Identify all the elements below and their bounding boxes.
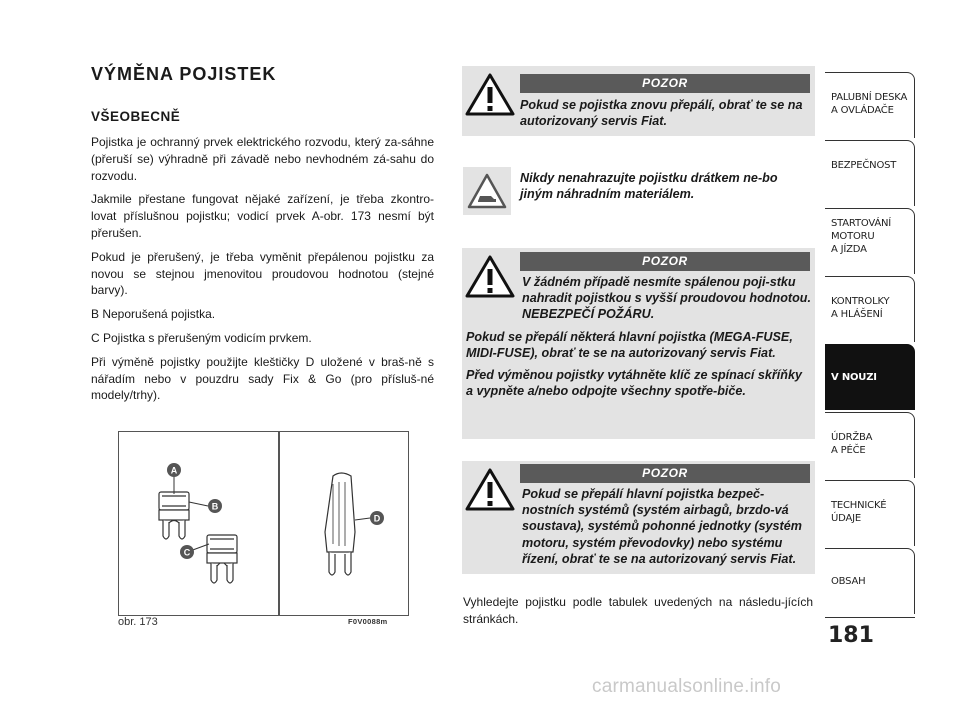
svg-text:C: C (183, 547, 191, 558)
tab-kontrolky[interactable] (825, 276, 915, 342)
tab-palubni-deska[interactable] (825, 72, 915, 138)
legend-item-c: C Pojistka s přerušeným vodicím prvkem. (91, 330, 312, 345)
warning-text: Pokud se pojistka znovu přepálí, obrať te se na autorizovaný servis Fiat. (520, 98, 803, 129)
label-b (208, 499, 222, 513)
tab-label: BEZPEČNOST (831, 160, 897, 171)
tab-label: KONTROLKY A HLÁŠENÍ (831, 296, 890, 320)
car-crash-triangle-icon (463, 167, 511, 215)
paragraph: Při výměně pojistky použijte kleštičky D uložené v braš-ně s nářadím nebo v pouzdru sady Fix & Go (pro přísluš-né modely/trhy). (91, 354, 434, 403)
tab-label: TECHNICKÉ ÚDAJE (831, 500, 887, 524)
paragraph: Pokud je přerušený, je třeba vyměnit přepálenou pojistku za novou se stejnou jmenovitou proudovou hodnotou (stejné barvy). (91, 249, 434, 298)
section-title: VÝMĚNA POJISTEK (91, 64, 277, 84)
label-a (167, 463, 181, 477)
warning-box (462, 248, 815, 439)
paragraph: Pojistka je ochranný prvek elektrického rozvodu, který za-sáhne (přeruší se) výhradně při závadě nebo nevhodném zá-sahu do rozvodu. (91, 135, 434, 183)
svg-text:B: B (211, 501, 219, 512)
warning-paragraph: Pokud se přepálí některá hlavní pojistka (MEGA-FUSE, MIDI-FUSE), obrať te se na autorizovaný servis Fiat. (466, 329, 793, 360)
note-text: Nikdy nenahrazujte pojistku drátkem ne-bo jiným náhradním materiálem. (520, 171, 778, 202)
fuse-puller-drawing (325, 473, 355, 575)
warning-paragraph: Před výměnou pojistky vytáhněte klíč ze spínací skříňky a vypněte a/nebo odpojte všechny spotře-biče. (466, 368, 802, 399)
tab-udrzba[interactable] (825, 412, 915, 478)
fuse-figure (118, 431, 409, 616)
warning-paragraph: Pokud se přepálí hlavní pojistka bezpeč-nostních systémů (systém airbagů, brzdo-vá soustava), systémů pohonné jednotky (systém motoru, systém převodovky) nebo systému řízení, obrať te se na autorizovaný servis Fiat. (522, 487, 802, 566)
tab-label: STARTOVÁNÍ MOTORU A JÍZDA (831, 218, 892, 255)
figure-caption: obr. 173 (118, 616, 158, 628)
chapter-sidebar (825, 72, 916, 618)
tab-label: ÚDRŽBA A PÉČE (831, 432, 873, 456)
tab-label: PALUBNÍ DESKA A OVLÁDAČE (831, 92, 908, 116)
svg-text:A: A (170, 465, 178, 476)
tab-v-nouzi[interactable] (825, 344, 915, 410)
paragraph: Jakmile přestane fungovat nějaké zařízení, je třeba zkontro-lovat příslušnou pojistku; vodicí prvek A-obr. 173 nesmí být přerušen. (91, 192, 434, 240)
tab-bezpecnost[interactable] (825, 140, 915, 206)
fuse-intact-drawing (159, 492, 189, 539)
tab-technicke-udaje[interactable] (825, 480, 915, 546)
svg-text:D: D (373, 513, 381, 524)
tab-obsah[interactable] (825, 548, 915, 614)
warning-box (462, 66, 815, 136)
body-text (91, 134, 434, 411)
figure-code: F0V0088m (348, 617, 388, 626)
sidebar-bottom-line (825, 617, 915, 618)
label-c (180, 545, 194, 559)
page-number: 181 (828, 623, 874, 648)
warning-paragraph: V žádném případě nesmíte spálenou poji-stku nahradit pojistkou s vyšší proudovou hodnotou. NEBEZPEČÍ POŽÁRU. (522, 275, 811, 322)
closing-text: Vyhledejte pojistku podle tabulek uvedených na následu-jících stránkách. (463, 595, 813, 626)
legend-item-b: B Neporušená pojistka. (91, 307, 216, 322)
tab-label: V NOUZI (831, 372, 877, 383)
warning-text (466, 486, 812, 573)
note-box (463, 167, 813, 217)
watermark: carmanualsonline.info (592, 676, 782, 697)
warning-banner: POZOR (520, 252, 810, 271)
warning-banner: POZOR (520, 464, 810, 483)
tab-label: OBSAH (831, 576, 866, 587)
warning-triangle-icon (465, 72, 515, 116)
warning-banner: POZOR (520, 74, 810, 93)
warning-box (462, 461, 815, 574)
fuse-blown-drawing (207, 535, 237, 583)
tab-startovani[interactable] (825, 208, 915, 274)
warning-text (466, 274, 812, 405)
fuse-illustration (119, 432, 408, 615)
label-d (370, 511, 384, 525)
subsection-title: VŠEOBECNĚ (91, 109, 181, 124)
